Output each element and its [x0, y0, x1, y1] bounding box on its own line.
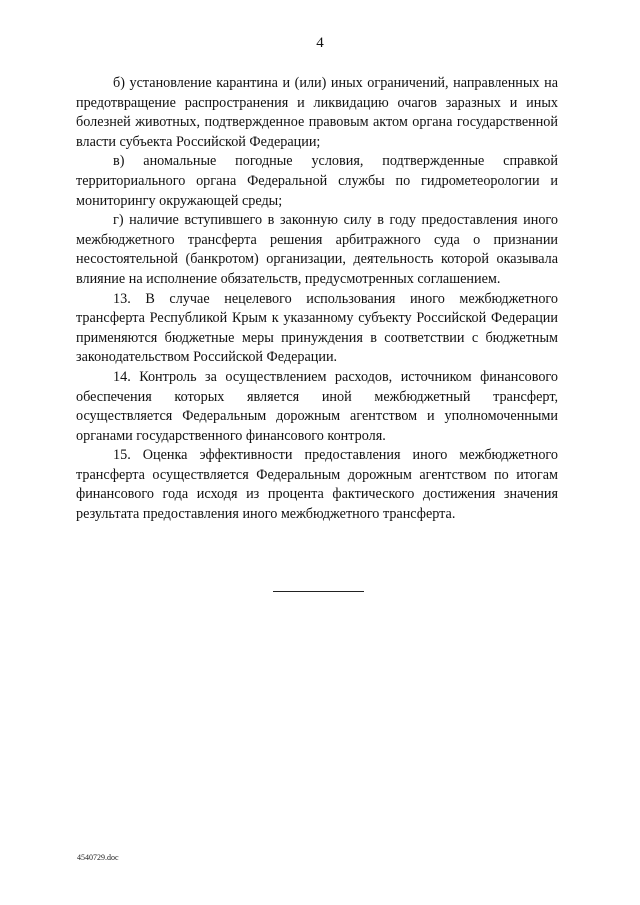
- paragraph-v: в) аномальные погодные условия, подтвержденные справкой территориального органа Федеральной службы по гидрометеорологии и мониторингу окружающей среды;: [76, 153, 558, 209]
- page-number: 4: [316, 35, 324, 51]
- paragraph-13: 13. В случае нецелевого использования иного межбюджетного трансферта Республикой Крым к указанному субъекту Российской Федерации применяются бюджетные меры принуждения в соответствии с бюджетным законодательством Российской Федерации.: [76, 290, 558, 366]
- document-code: 4540729.doc: [77, 853, 119, 862]
- document-body: [76, 74, 558, 525]
- paragraph-g: г) наличие вступившего в законную силу в году предоставления иного межбюджетного трансферта решения арбитражного суда о признании несостоятельной (банкротом) организации, деятельность которой оказывала влияние на исполнение обязательств, предусмотренных соглашением.: [76, 212, 558, 287]
- paragraph-14: 14. Контроль за осуществлением расходов, источником финансового обеспечения которых является иной межбюджетный трансферт, осуществляется Федеральным дорожным агентством и уполномоченными органами государственного финансового контроля.: [76, 368, 558, 444]
- paragraph-15: 15. Оценка эффективности предоставления иного межбюджетного трансферта осуществляется Федеральным дорожным агентством по итогам финансового года исходя из процента фактического достижения значения результата предоставления иного межбюджетного трансферта.: [76, 447, 558, 523]
- end-of-document-rule: [273, 591, 364, 592]
- paragraph-b: б) установление карантина и (или) иных ограничений, направленных на предотвращение распространения и ликвидацию очагов заразных и иных болезней животных, подтвержденное правовым актом органа государственной власти субъекта Российской Федерации;: [76, 75, 558, 150]
